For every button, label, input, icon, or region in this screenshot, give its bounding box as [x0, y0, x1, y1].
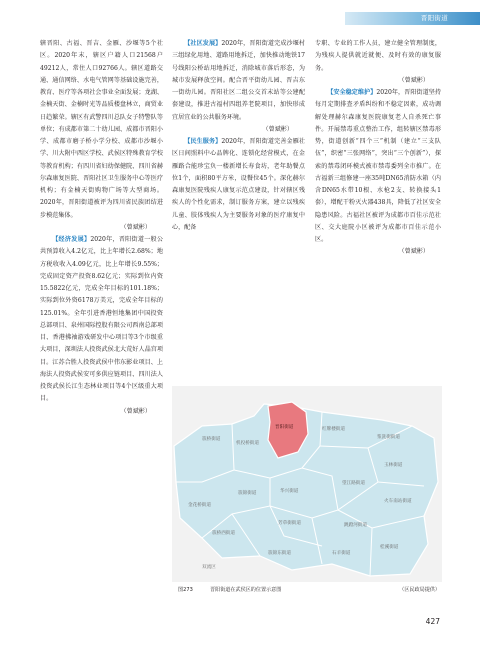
figure-caption: 晋阳街道在武侯区的位置示意图 — [210, 587, 282, 593]
section-label: 【安全稳定维护】 — [327, 89, 377, 96]
map-label: 簇锦东街道 — [268, 551, 291, 556]
map-label: 跳蹬河街道 — [344, 523, 367, 528]
map-label: 双流区 — [202, 565, 216, 570]
running-header: 晋阳街道 — [420, 14, 448, 22]
author-credit: （曾斌彬） — [398, 248, 429, 256]
author-credit: （曾斌彬） — [120, 407, 151, 415]
paragraph — [172, 136, 305, 234]
paragraph-text: 2020年，晋阳街道坚持每月定期排查矛盾纠纷和不稳定因素，成功调解处理赫尔森康复医院康复老人自杀死亡事件。开展禁毒重点整治工作，组转辖区禁毒形势，街道创新“四个三”机制（建立“三支队伍”，织密“三张网络”，突出“三个创新”），探索的禁毒闭环模式被市禁毒委列全市推广。在古福新三组修建一座35吨DN65消防水箱（内含DN65水带10根、水枪2支、转换接头1套），增配干粉灭火器438具，降低了社区安全隐患风险。古福社区被评为成都市百佳示范社区、交大庭院小区被评为成都市百佳示范小区。 — [315, 89, 442, 243]
section-label: 【经济发展】 — [52, 236, 91, 243]
figure-number: 图273 — [178, 587, 193, 593]
text-column-1 — [40, 38, 163, 418]
author-credit: （曾斌彬） — [120, 223, 151, 231]
paragraph: 辖晋阳、古福、晋吉、金雁、沙堰等5个社区。2020年末，辖区户籍人口21568户49212人，常住人口92766人。辖区道路交通、通信网络、水电气管网等基础设施完善，教育、医疗等各项社会事业全面发展；龙湖、金楠天街、金楠时光等品质楼盘林立，商贸业日趋繁荣。辖区有武警四川总队女子特警队等单位；有成都市第二十幼儿园、成都市晋阳小学、成都市磨子桥小学分校、成都市沙堰小学、川大附中西区学校、武侯区特殊教育学校等教育机构；有四川省妇幼保健院、四川省赫尔森康复医院、晋阳社区卫生服务中心等医疗机构；有金楠天街购物广场等大型商场。2020年，晋阳街道被评为四川省民族团结进步模范集体。 — [40, 40, 163, 219]
location-map — [172, 386, 442, 582]
paragraph-text: 2020年，晋阳街道完成沙堰村三组绿化用地、道路用地拆迁，加快推动地铁17号线阳公桥站用地拆迁，消除城市落后形态，为城市发展释放空间。配合晋平街幼儿园、晋吉东一街幼儿园。晋阳社区二组公交首末站等公建配套建设，推进古福村四组养老院项目，加快形成宜居宜业的公共服务环境。 — [172, 40, 306, 121]
page-number: 427 — [425, 617, 440, 626]
map-label: 簇桥西街道 — [212, 531, 235, 536]
paragraph-text: 2020年，晋阳街道完善金雁社区日间照料中心品牌化、连锁化经营模式，在金雁路合能珍宝负一楼新增长寿食坊，老年助餐点位1个，面积80平方米，设餐位45个。深化赫尔森康复医院残疾人康复示范点建设，针对辖区残疾人的个性化需求，制订服务方案，建立以残疾儿童、肢体残疾人为主要服务对象的医疗康复中心，配备 — [172, 138, 306, 231]
map-label: 望江路街道 — [342, 481, 365, 486]
map-label: 华兴街道 — [280, 489, 299, 494]
map-svg — [172, 386, 442, 582]
map-label: 玉林街道 — [384, 463, 403, 468]
section-label: 【民生服务】 — [184, 138, 222, 145]
map-label: 浆洗街街道 — [377, 435, 400, 440]
figure-credit: （区民政局提供） — [399, 587, 440, 593]
author-credit: （曾斌彬） — [262, 125, 293, 133]
map-label: 金花桥街道 — [188, 503, 211, 508]
map-label: 红牌楼街道 — [322, 427, 345, 432]
map-label-highlight: 晋阳街道 — [275, 425, 294, 430]
map-label: 桂溪街道 — [380, 545, 399, 550]
text-column-2 — [172, 38, 305, 234]
map-label: 机投桥街道 — [236, 441, 259, 446]
paragraph-text: 2020年，晋阳街道一般公共预算收入4.2亿元，比上年增长2.68%；地方税收收入4.09亿元，比上年增长9.55%；完成固定资产投资8.62亿元；实际到位内资15.5822亿元，完成全年目标的101.18%；实际到位外资6178万美元，完成全年目标的125.01%。全年引进香港恒地集团中国投资总部项目、泉州国际控股有限公司西南总部项目、香港拂袖游戏研发中心项目等3个市级重大项目，深圳法人投资武侯北大荒好人晶宫项目。江苏合胜人投资武侯中伟东影业项目、上海法人投资武侯安可多供应链项目、四川法人投资武侯长江生态林业项目等4个区级重大项目。 — [40, 236, 163, 403]
map-label: 芳草街街道 — [278, 521, 301, 526]
map-label: 簇锦街道 — [238, 491, 257, 496]
author-credit: （曾斌彬） — [398, 76, 429, 84]
map-label: 石羊街道 — [332, 551, 351, 556]
paragraph — [315, 87, 441, 246]
paragraph: 专职、专业的工作人员，建立健全管理制度，为残疾人提供就近就便、及时有效的康复服务。 — [315, 40, 441, 72]
paragraph — [40, 234, 163, 406]
map-label: 火车南站街道 — [384, 499, 412, 504]
paragraph — [172, 38, 305, 124]
text-column-3 — [315, 38, 441, 259]
map-label: 簇桥街道 — [202, 437, 221, 442]
header-band — [345, 12, 480, 25]
section-label: 【社区发展】 — [184, 40, 222, 47]
